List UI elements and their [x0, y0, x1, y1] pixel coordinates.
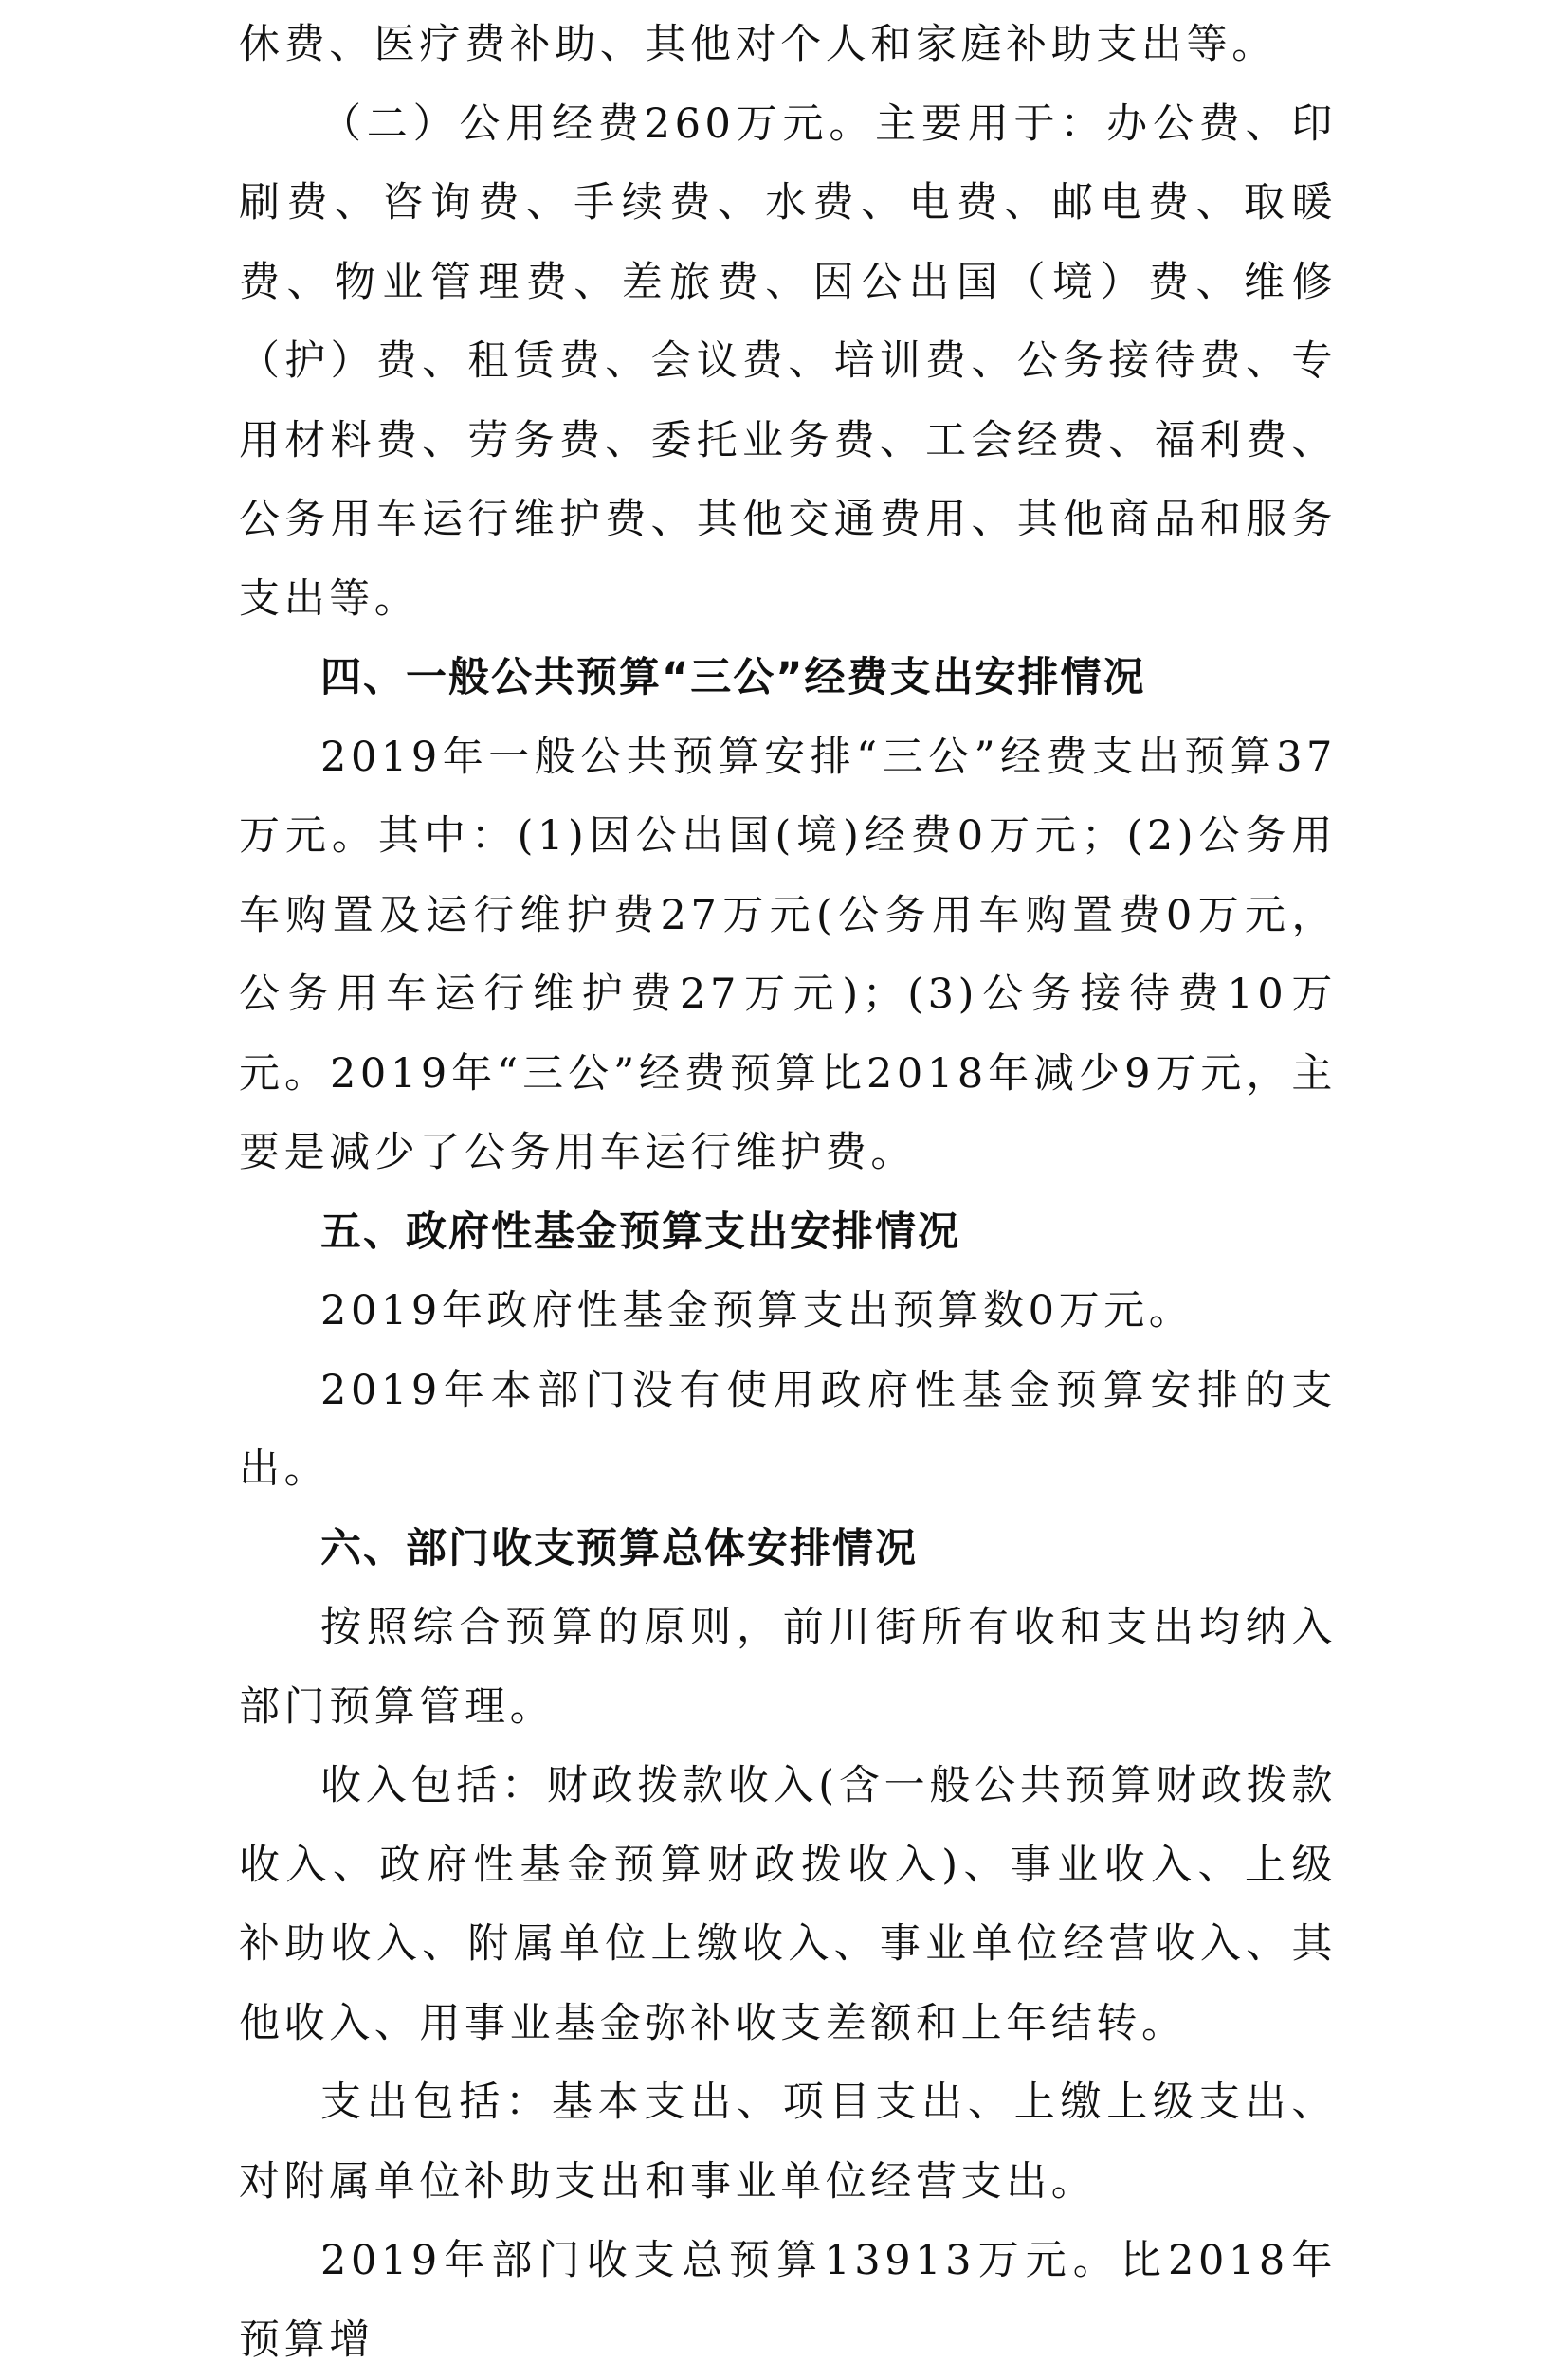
document-body — [239, 6, 1337, 2380]
paragraph-continuation: 休费、医疗费补助、其他对个人和家庭补助支出等。 — [239, 21, 1277, 68]
paragraph-government-fund-budget: 2019年政府性基金预算支出预算数0万元。 — [320, 1287, 1194, 1335]
paragraph-comprehensive-budget: 按照综合预算的原则，前川街所有收和支出均纳入部门预算管理。 — [239, 1604, 1337, 1731]
paragraph-government-fund-none: 2019年本部门没有使用政府性基金预算安排的支出。 — [239, 1366, 1337, 1493]
paragraph-income-items: 收入包括：财政拨款收入(含一般公共预算财政拨款收入、政府性基金预算财政拨收入)、事业收入、上级补助收入、附属单位上缴收入、事业单位经营收入、其他收入、用事业基金弥补收支差额和上年结转。 — [239, 1762, 1337, 2047]
paragraph-three-public-expenses: 2019年一般公共预算安排“三公”经费支出预算37万元。其中：(1)因公出国(境)经费0万元；(2)公务用车购置及运行维护费27万元(公务用车购置费0万元，公务用车运行维护费27万元)；(3)公务接待费10万元。2019年“三公”经费预算比2018年减少9万元，主要是减少了公务用车运行维护费。 — [239, 733, 1337, 1176]
paragraph-total-budget: 2019年部门收支总预算13913万元。比2018年预算增 — [239, 2237, 1337, 2364]
section-heading-overall-budget: 六、部门收支预算总体安排情况 — [320, 1524, 918, 1572]
section-heading-three-public-expenses: 四、一般公共预算“三公”经费支出安排情况 — [320, 654, 1146, 701]
section-heading-government-fund: 五、政府性基金预算支出安排情况 — [320, 1208, 960, 1256]
paragraph-public-funds: （二）公用经费260万元。主要用于：办公费、印刷费、咨询费、手续费、水费、电费、邮电费、取暖费、物业管理费、差旅费、因公出国（境）费、维修（护）费、租赁费、会议费、培训费、公务接待费、专用材料费、劳务费、委托业务费、工会经费、福利费、公务用车运行维护费、其他交通费用、其他商品和服务支出等。 — [239, 100, 1337, 623]
paragraph-expenditure-items: 支出包括：基本支出、项目支出、上缴上级支出、对附属单位补助支出和事业单位经营支出。 — [239, 2079, 1337, 2206]
